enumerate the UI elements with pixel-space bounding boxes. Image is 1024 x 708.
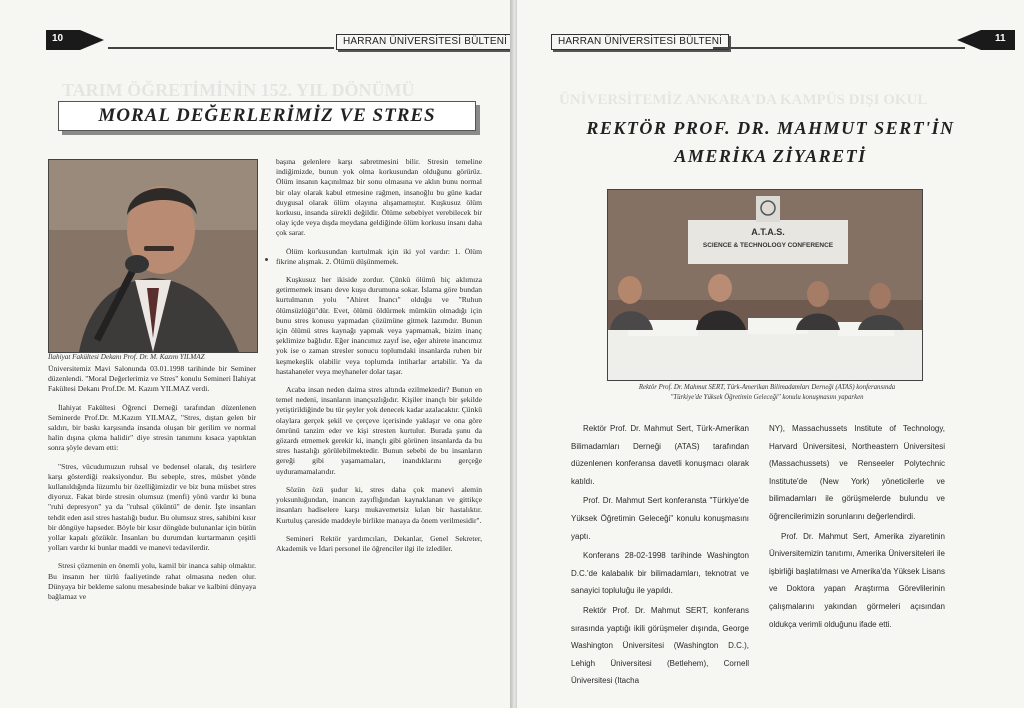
right-article-column-1 <box>571 420 749 692</box>
right-col1-paragraph: Konferans 28-02-1998 tarihinde Washington D.C.'de kalabalık bir bilimadamları, teknotrat ve sanayici topluluğu ile yapıldı. <box>571 551 749 596</box>
article-title-line-2: AMERİKA ZİYARETİ <box>674 146 867 166</box>
left-col2-paragraph: Kuşkusuz her ikiside zordur. Çünkü ölümü hiç aklımıza getirmemek insanı deve kuşu durumuna sokar. İslama göre bundan kurtulmanın yolu "Ahiret İnancı" olduğu ve "Ruhun ölümsüzlüğü"dür. Evet, ölümü öldürmek mümkün olmadığı için bunu stres konusu yapmadan çözümüne gitmek lazımdır. Bunun için ölümü stres kaynağı yapmak veya yapmamak, bizim inanç şeklimize bağlıdır. Eğer inancımız zayıf ise, eğer ahirete inancımız yok ise o zaman stresler sonucu toplumdaki insanlarda ruhen bir keşmekeşlik olabilir veya toplumda intiharlar artabilir. Ya da hastahaneler veya meyhaneler dolar taşar. <box>276 275 482 376</box>
conference-photo <box>607 189 923 381</box>
left-col1-paragraph: Üniversitemiz Mavi Salonunda 03.01.1998 tarihinde bir Seminer düzenlendi. "Moral Değerlerimiz ve Stres" konulu Semineri İlahiyat Fakültesi Dekanı Prof.Dr. M. Kazım YILMAZ verdi. <box>48 364 256 394</box>
left-article-column-1 <box>48 364 256 610</box>
conference-banner-line-1: A.T.A.S. <box>751 227 785 237</box>
left-col2-paragraph: Ölüm korkusundan kurtulmak için iki yol vardır: 1. Ölüm fikrine alışmak. 2. Ölümü düşünmemek. <box>276 246 482 266</box>
dean-photo <box>48 159 258 353</box>
conference-photo-caption-1: Rektör Prof. Dr. Mahmut SERT, Türk-Amerikan Bilimadamları Derneği (ATAS) konferansında <box>638 384 896 391</box>
dean-photo-caption: İlahiyat Fakültesi Dekanı Prof. Dr. M. Kazım YILMAZ <box>48 353 205 361</box>
right-col2-paragraph: NY), Massachussets Institute of Technology, Harvard Üniversitesi, Northeastern Üniversitesi (Massachussets) ve Renseeler Polytechnic Institute'de (New York) yöneticilerle ve bilimadamları ile görüşmelerde bulundu ve öğrencilerimizin sorunlarını değerlendirdi. <box>769 424 945 521</box>
right-col1-paragraph: Prof. Dr. Mahmut Sert konferansta "Türkiye'de Yüksek Öğretimin Geleceği" konulu konuşmasını yaptı. <box>571 496 749 541</box>
page-number-right-text: 11 <box>995 33 1006 44</box>
left-col1-paragraph: Stresi çözmenin en önemli yolu, kamil bir inanca sahip olmaktır. Bu insanın her türlü faaliyetinde rahat olmasına neden olur. Dünyaya bir bekleme salonu mesabesinde bakar ve kalbini dünyaya bağlamaz ve <box>48 561 256 602</box>
right-article-column-2 <box>769 420 945 635</box>
page-number-left-text: 10 <box>52 33 64 44</box>
newsletter-header-left: HARRAN ÜNİVERSİTESİ BÜLTENİ <box>336 34 512 50</box>
conference-image <box>608 190 922 380</box>
left-col2-paragraph: Sözün özü şudur ki, stres daha çok manevi alemin yoksunluğundan, inancın zayıflığından kaynaklanan ve gittikçe insanları hadiselere karşı mukavemetsiz kılan bir hastalıktır. Kurtuluş çareside maddeyle birlikte manaya da önem verilmesidir". <box>276 484 482 525</box>
left-col2-paragraph: Semineri Rektör yardımcıları, Dekanlar, Genel Sekreter, Akademik ve İdari personel ile öğrenciler ilgi ile izlediler. <box>276 533 482 553</box>
right-col1-paragraph: Rektör Prof. Dr. Mahmut SERT, konferans sırasında yaptığı ikili görüşmeler dışında, George Washington Üniversitesi (Washington D.C.), Lehigh Üniversitesi (Betlehem), Cornell Üniversitesi (Itacha <box>571 605 749 686</box>
right-col2-paragraph: Prof. Dr. Mahmut Sert, Amerika ziyaretinin Üniversitemizin tanıtımı, Amerika Üniversiteleri ile işbirliği başlatılması ve Amerika'da Yüksek Lisans ve Doktora yapan Araştırma Görevlilerinin çalışmalarını yakından görmeleri açısından oldukça verimli olduğunu ifade etti. <box>769 531 945 629</box>
right-ghost-title: ÜNİVERSİTEMİZ ANKARA'DA KAMPÜS DIŞI OKUL <box>559 92 928 108</box>
article-title-line-1: REKTÖR PROF. DR. MAHMUT SERT'İN <box>586 118 955 138</box>
conference-photo-caption-2: "Türkiye'de Yüksek Öğretimin Geleceği" konulu konuşmasını yaparken <box>670 394 864 401</box>
portrait-image <box>49 160 257 352</box>
newsletter-header-right: HARRAN ÜNİVERSİTESİ BÜLTENİ <box>551 34 729 50</box>
header-rule-left <box>108 47 334 49</box>
left-col2-paragraph: başına gelenlere karşı sabretmesini bilir. Stresin temeline indiğimizde, bunun yok olma korkusundan olduğunu görürüz. Ölüm insanın kaçınılmaz bir sonu olmasına ve aklın bunu normal bir olay olarak kabul etmesine rağmen, insanoğlu bu güne kadar duygusal olarak ölüm olayına alışamamıştır. Kuşkusuz ölüm korkusu, insanda sürekli değildir. Ölüme sebebiyet verebilecek bir olay içde veya dışda meydana geldiğinde ölüm korkusu insanı daha çok sarar. <box>276 157 482 238</box>
left-col1-paragraph: "Stres, vücudumuzun ruhsal ve bedensel olarak, dış tesirlere karşı gösterdiği reaksiyondur. Bu sebeple, stres, müsbet yönde kullanıldığında lüzumlu bir özelliğimizdir ve biz buna müsbet stres diyoruz. Fakat birde stresin olumsuz (menfi) yönü vardır ki buna "ruhi depresyon" ya da "ruhsal çöküntü" de denir. İşte insanları tehdit eden asıl stres hastalığı budur. Bu olumsuz stres, sahibini kısır bir döngüye hapseder. Böyle bir kısır döngüde bulunanlar için bütün yollar kapalı gözükür. İnsanları bu durumdan kurtarmanın çeşitli yolları vardır ki bunlar maddi ve manevi tedavilerdir. <box>48 461 256 553</box>
left-col2-paragraph: Acaba insan neden daima stres altında ezilmektedir? Bunun en temel nedeni, insanların inançsızlığıdır. Kişiler inançlı bir şekilde yetiştirildiğinde bu tür şeyler yok denecek kadar azalacaktır. Çünkü olaylara gerçek şekil ve çerçeve içerisinde yaklaşır ve ona göre ömrünü tanzim eder ve kişi stresten kurtulur. Burada şunu da gözardı etmemek gerekir ki, inançlı gibi görünen insanlarda da bu stres hastalığı görülebilmektedir. Bunun sebebi de bu insanların gereği gibi yaşamamaları, inandıklarını gerçeğe uyduramamalarıdır. <box>276 385 482 476</box>
page-arrow-left-icon <box>957 30 1015 50</box>
bullet-dot <box>265 258 268 261</box>
article-title-box <box>58 101 476 131</box>
conference-banner-line-2: SCIENCE & TECHNOLOGY CONFERENCE <box>702 242 834 249</box>
right-page <box>517 0 1024 708</box>
article-title: MORAL DEĞERLERİMİZ VE STRES <box>98 105 436 126</box>
page-number-right <box>957 30 1015 50</box>
left-article-column-2 <box>276 157 482 562</box>
right-col1-paragraph: Rektör Prof. Dr. Mahmut Sert, Türk-Amerikan Bilimadamları Derneği (ATAS) tarafından düzenlenen konferansa davetli konuşmacı olarak katıldı. <box>571 424 749 486</box>
page-number-left <box>46 30 104 50</box>
left-col1-paragraph: İlahiyat Fakültesi Öğrenci Derneği tarafından düzenlenen Seminerde Prof.Dr. M.Kazım YILMAZ, "Stres, dıştan gelen bir saldırı, bir baskı karşısında insanda oluşan bir gerilim ve normal halin dışına çıkma halidir" diye stresin tanımını kısaca yaptıktan sonra şöyle devam etti: <box>48 402 256 453</box>
header-rule-right <box>713 47 965 49</box>
left-ghost-title: TARIM ÖĞRETİMİNİN 152. YIL DÖNÜMÜ <box>62 80 415 100</box>
